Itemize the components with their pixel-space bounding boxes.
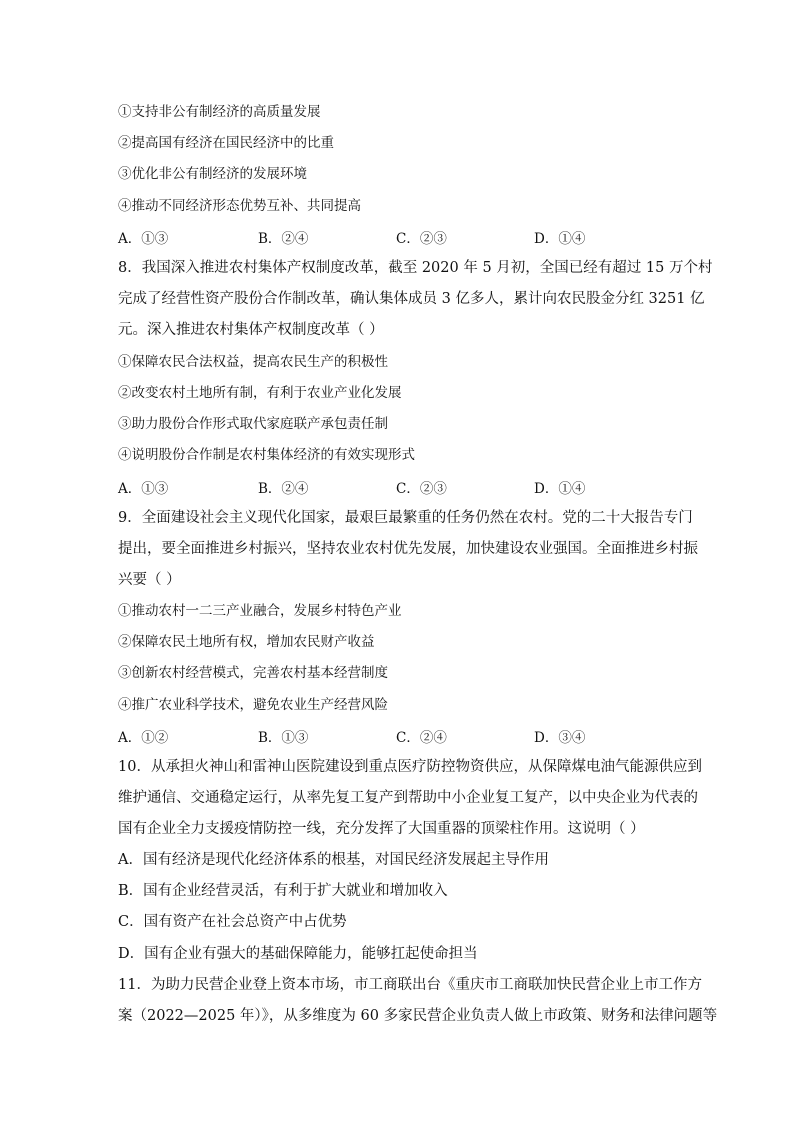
q7-statement-4: ④推动不同经济形态优势互补、共同提高 xyxy=(118,198,361,214)
q7-option-d: D．①④ xyxy=(534,231,586,247)
q8-stem-line-3: 元。深入推进农村集体产权制度改革（ ） xyxy=(118,322,384,338)
q9-options xyxy=(118,726,678,746)
q7-statement-2: ②提高国有经济在国民经济中的比重 xyxy=(118,135,334,151)
q7-statement-1: ①支持非公有制经济的高质量发展 xyxy=(118,104,321,120)
q9-statement-2: ②保障农民土地所有权，增加农民财产收益 xyxy=(118,634,375,650)
q8-options xyxy=(118,477,678,497)
q9-statement-3: ③创新农村经营模式，完善农村基本经营制度 xyxy=(118,665,388,681)
q9-option-d: D．③④ xyxy=(534,730,586,746)
q8-option-a: A．①③ xyxy=(118,481,169,497)
q7-option-c: C．②③ xyxy=(396,231,447,247)
q8-option-b: B．②④ xyxy=(258,481,309,497)
q11-stem-line-1: 11．为助力民营企业登上资本市场，市工商联出台《重庆市工商联加快民营企业上市工作方 xyxy=(118,977,702,993)
q7-options xyxy=(118,227,678,247)
q9-statement-1: ①推动农村一二三产业融合，发展乡村特色产业 xyxy=(118,603,402,619)
q8-statement-1: ①保障农民合法权益，提高农民生产的积极性 xyxy=(118,354,388,370)
q8-statement-4: ④说明股份合作制是农村集体经济的有效实现形式 xyxy=(118,447,415,463)
q9-stem-line-2: 提出，要全面推进乡村振兴，坚持农业农村优先发展，加快建设农业强国。全面推进乡村振 xyxy=(118,541,698,557)
q10-choice-a: A．国有经济是现代化经济体系的根基，对国民经济发展起主导作用 xyxy=(118,852,549,868)
q9-option-b: B．①③ xyxy=(258,730,309,746)
q9-stem-line-3: 兴要（ ） xyxy=(118,572,181,588)
q8-statement-2: ②改变农村土地所有制，有利于农业产业化发展 xyxy=(118,385,402,401)
q8-option-c: C．②③ xyxy=(396,481,447,497)
q10-stem-line-2: 维护通信、交通稳定运行，从率先复工复产到帮助中小企业复工复产，以中央企业为代表的 xyxy=(118,790,698,806)
q7-option-a: A．①③ xyxy=(118,231,169,247)
q10-stem-line-1: 10．从承担火神山和雷神山医院建设到重点医疗防控物资供应，从保障煤电油气能源供应到 xyxy=(118,759,702,775)
q9-statement-4: ④推广农业科学技术，避免农业生产经营风险 xyxy=(118,697,388,713)
q8-statement-3: ③助力股份合作形式取代家庭联产承包责任制 xyxy=(118,416,388,432)
q9-option-c: C．②④ xyxy=(396,730,447,746)
q8-option-d: D．①④ xyxy=(534,481,586,497)
q10-choice-c: C．国有资产在社会总资产中占优势 xyxy=(118,914,347,930)
q9-option-a: A．①② xyxy=(118,730,169,746)
q9-stem-line-1: 9．全面建设社会主义现代化国家，最艰巨最繁重的任务仍然在农村。党的二十大报告专门 xyxy=(118,510,693,526)
q7-statement-3: ③优化非公有制经济的发展环境 xyxy=(118,166,307,182)
q8-stem-line-1: 8．我国深入推进农村集体产权制度改革，截至 2020 年 5 月初，全国已经有超过 15 万个村 xyxy=(118,260,713,276)
q8-stem-line-2: 完成了经营性资产股份合作制改革，确认集体成员 3 亿多人，累计向农民股金分红 3251 亿 xyxy=(118,291,705,307)
q10-choice-b: B．国有企业经营灵活，有利于扩大就业和增加收入 xyxy=(118,883,448,899)
q10-choice-d: D．国有企业有强大的基础保障能力，能够扛起使命担当 xyxy=(118,946,478,962)
q7-option-b: B．②④ xyxy=(258,231,309,247)
q11-stem-line-2: 案（2022—2025 年）》，从多维度为 60 多家民营企业负责人做上市政策、财务和法律问题等 xyxy=(118,1008,718,1024)
q10-stem-line-3: 国有企业全力支援疫情防控一线，充分发挥了大国重器的顶梁柱作用。这说明（ ） xyxy=(118,821,645,837)
